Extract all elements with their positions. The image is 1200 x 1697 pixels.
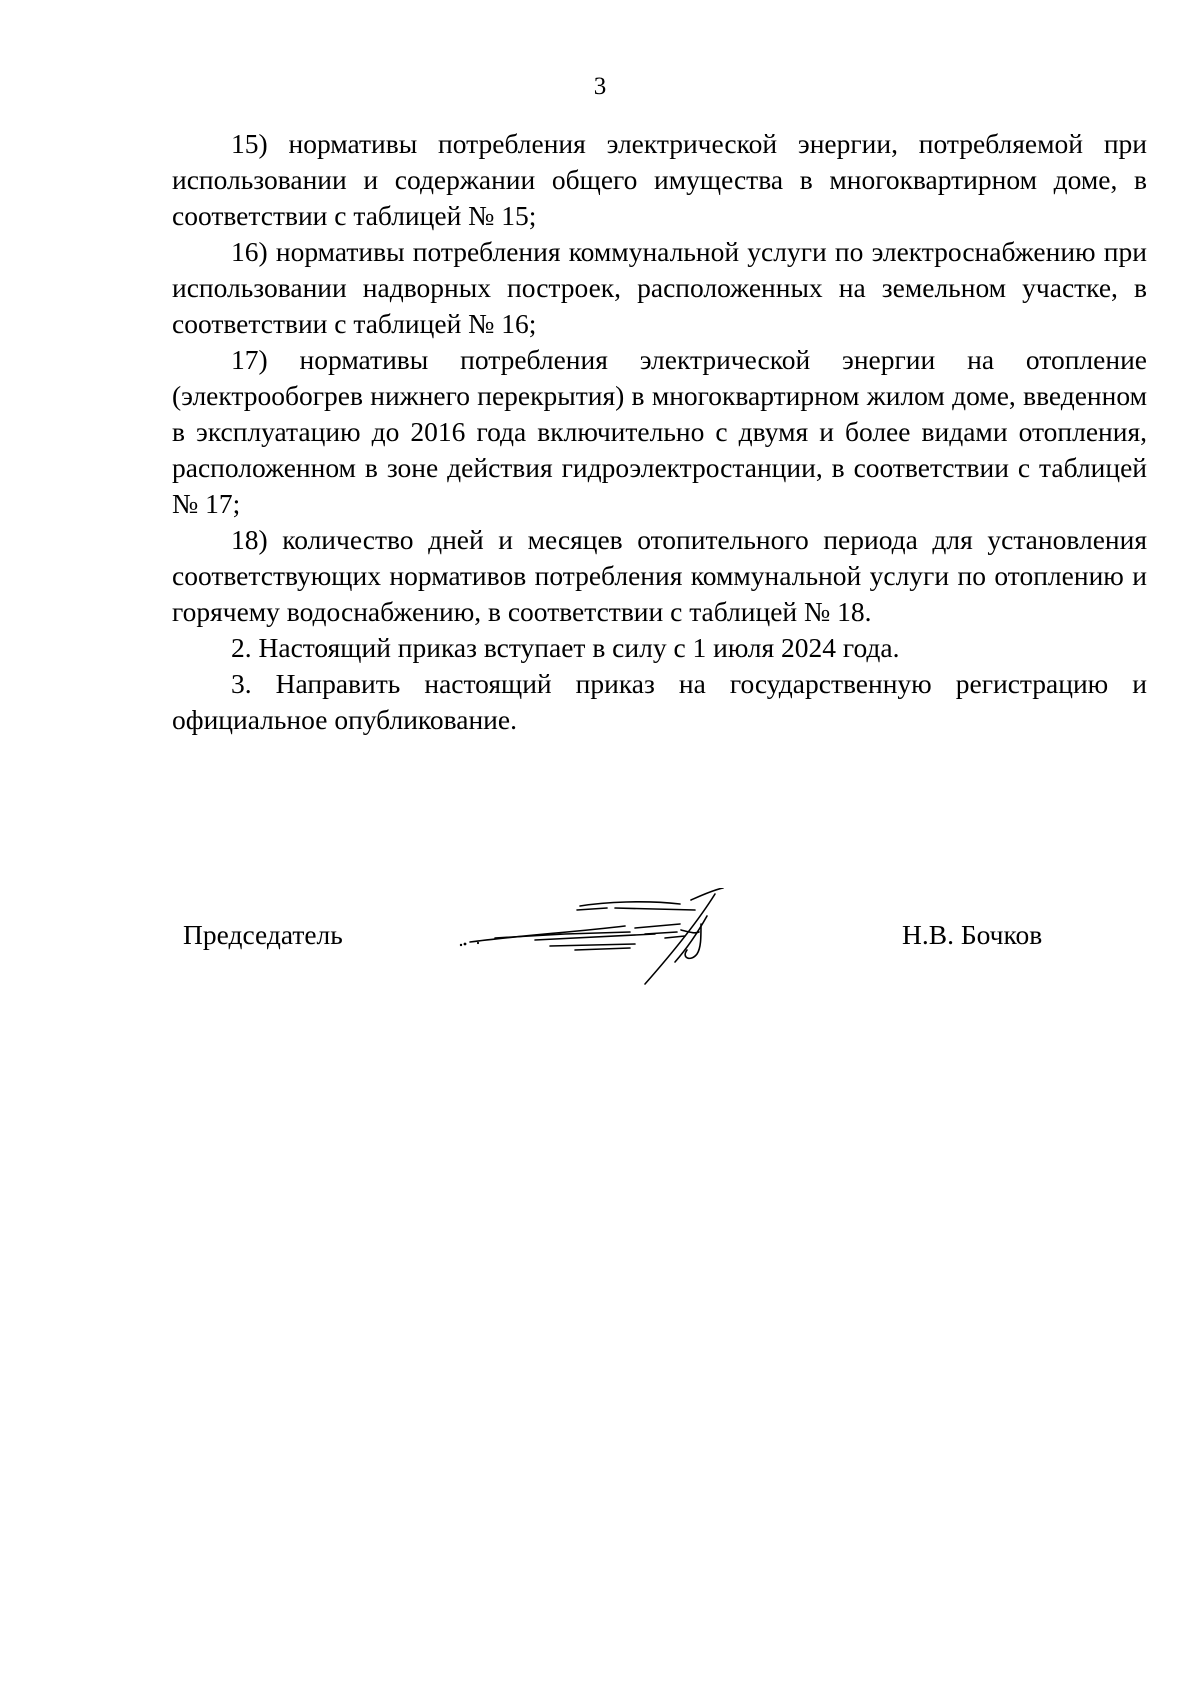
paragraph-item-16: 16) нормативы потребления коммунальной услуги по электроснабжению при использовании надворных построек, расположенных на земельном участке, в соответствии с таблицей № 16; [172, 236, 1147, 339]
document-body [172, 126, 1147, 738]
paragraph-effective-date: 2. Настоящий приказ вступает в силу с 1 июля 2024 года. [231, 632, 900, 663]
paragraph-registration: 3. Направить настоящий приказ на государственную регистрацию и официальное опубликование. [172, 668, 1147, 735]
signatory-name: Н.В. Бочков [902, 919, 1043, 950]
page-number: 3 [593, 73, 607, 100]
signature-block [0, 878, 1200, 998]
handwritten-signature [455, 888, 765, 993]
paragraph-item-18: 18) количество дней и месяцев отопительного периода для установления соответствующих нормативов потребления коммунальной услуги по отоплению и горячему водоснабжению, в соответствии с таблицей № 18. [172, 524, 1147, 627]
signatory-title: Председатель [183, 919, 343, 950]
paragraph-item-15: 15) нормативы потребления электрической энергии, потребляемой при использовании и содержании общего имущества в многоквартирном доме, в соответствии с таблицей № 15; [172, 128, 1147, 231]
paragraph-item-17: 17) нормативы потребления электрической энергии на отопление (электрообогрев нижнего перекрытия) в многоквартирном жилом доме, введенном в эксплуатацию до 2016 года включительно с двумя и более видами отопления, расположенном в зоне действия гидроэлектростанции, в соответствии с таблицей № 17; [172, 344, 1147, 519]
